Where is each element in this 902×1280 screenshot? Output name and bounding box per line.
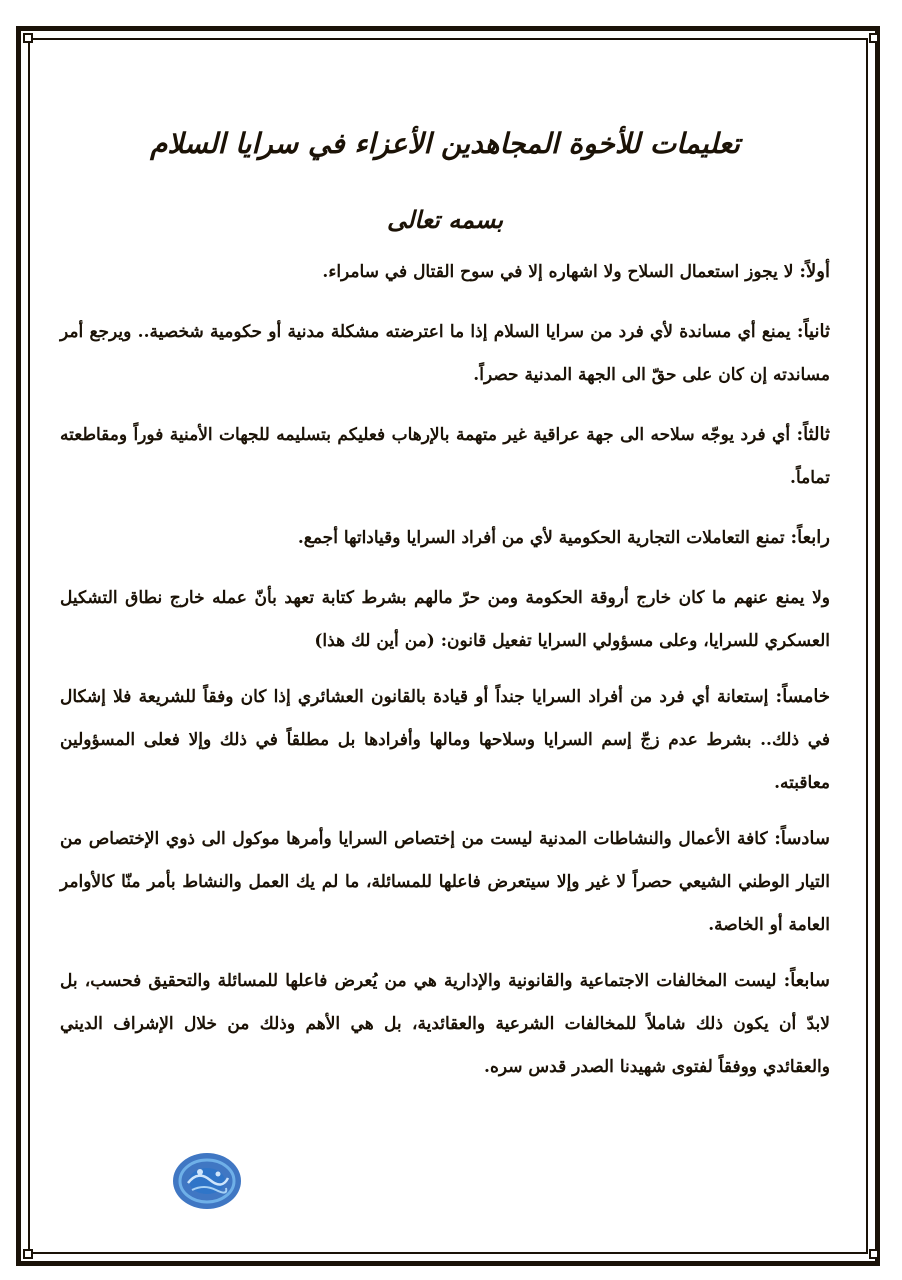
corner-ornament-top-right: [869, 33, 879, 43]
item-text: إستعانة أي فرد من أفراد السرايا جنداً أو قيادة بالقانون العشائري إذا كان وفقاً للشريعة فلا إشكال في ذلك.. بشرط عدم زجّ إسم السرايا وسلاحها ومالها وأفرادها بل مطلقاً في ذلك وإلا فعلى المسؤولين معاقبته.: [60, 687, 830, 793]
seal-stamp-icon: [170, 1150, 244, 1212]
instruction-item-6: [60, 817, 830, 947]
item-ordinal: ثانياً:: [796, 321, 830, 342]
item-text: ليست المخالفات الاجتماعية والقانونية والإدارية هي من يُعرض فاعلها للمسائلة والتحقيق فحسب، بل لابدّ أن يكون ذلك شاملاً للمخالفات الشرعية والعقائدية، بل هي الأهم وذلك من خلال الإشراف الديني والعقائدي ووفقاً لفتوى شهيدنا الصدر قدس سره.: [60, 971, 830, 1077]
item-text: كافة الأعمال والنشاطات المدنية ليست من إختصاص السرايا وأمرها موكول الى ذوي الإختصاص من التيار الوطني الشيعي حصراً لا غير وإلا سيتعرض فاعلها للمسائلة، ما لم يك العمل والنشاط بأمر منّا كالأوامر العامة أو الخاصة.: [60, 829, 830, 935]
item-text: ولا يمنع عنهم ما كان خارج أروقة الحكومة ومن حرّ مالهم بشرط كتابة تعهد بأنّ عمله خارج نطاق التشكيل العسكري للسرايا، وعلى مسؤولي السرايا تفعيل قانون:: [60, 588, 830, 651]
item-ordinal: أولاً:: [799, 261, 830, 282]
instruction-item-4-continued: [60, 576, 830, 663]
item-ordinal: رابعاً:: [790, 527, 830, 548]
item-ordinal: سادساً:: [774, 828, 830, 849]
corner-ornament-bottom-right: [869, 1249, 879, 1259]
instruction-item-4: [60, 516, 830, 560]
item-text: تمنع التعاملات التجارية الحكومية لأي من أفراد السرايا وقياداتها أجمع.: [297, 528, 791, 548]
instruction-item-5: [60, 675, 830, 805]
instruction-item-3: [60, 413, 830, 500]
instruction-item-7: [60, 959, 830, 1089]
item-ordinal: خامساً:: [775, 686, 830, 707]
document-title: تعليمات للأخوة المجاهدين الأعزاء في سرايا السلام: [150, 127, 740, 160]
law-name-note: (من أين لك هذا): [314, 631, 435, 651]
instruction-item-2: [60, 310, 830, 397]
corner-ornament-top-left: [23, 33, 33, 43]
item-text: أي فرد يوجّه سلاحه الى جهة عراقية غير متهمة بالإرهاب فعليكم بتسليمه للجهات الأمنية فوراً ومقاطعته تماماً.: [60, 425, 830, 488]
item-text: لا يجوز استعمال السلاح ولا اشهاره إلا في سوح القتال في سامراء.: [322, 262, 800, 282]
basmala-heading: بسمه تعالى: [386, 205, 504, 234]
item-ordinal: ثالثاً:: [796, 424, 830, 445]
item-text: يمنع أي مساندة لأي فرد من سرايا السلام إذا ما اعترضته مشكلة مدنية أو حكومية شخصية.. ويرجع أمر مساندته إن كان على حقّ الى الجهة المدنية حصراً.: [60, 322, 830, 385]
corner-ornament-bottom-left: [23, 1249, 33, 1259]
document-body: [60, 100, 830, 1089]
item-ordinal: سابعاً:: [783, 970, 830, 991]
instruction-item-1: [60, 250, 830, 294]
